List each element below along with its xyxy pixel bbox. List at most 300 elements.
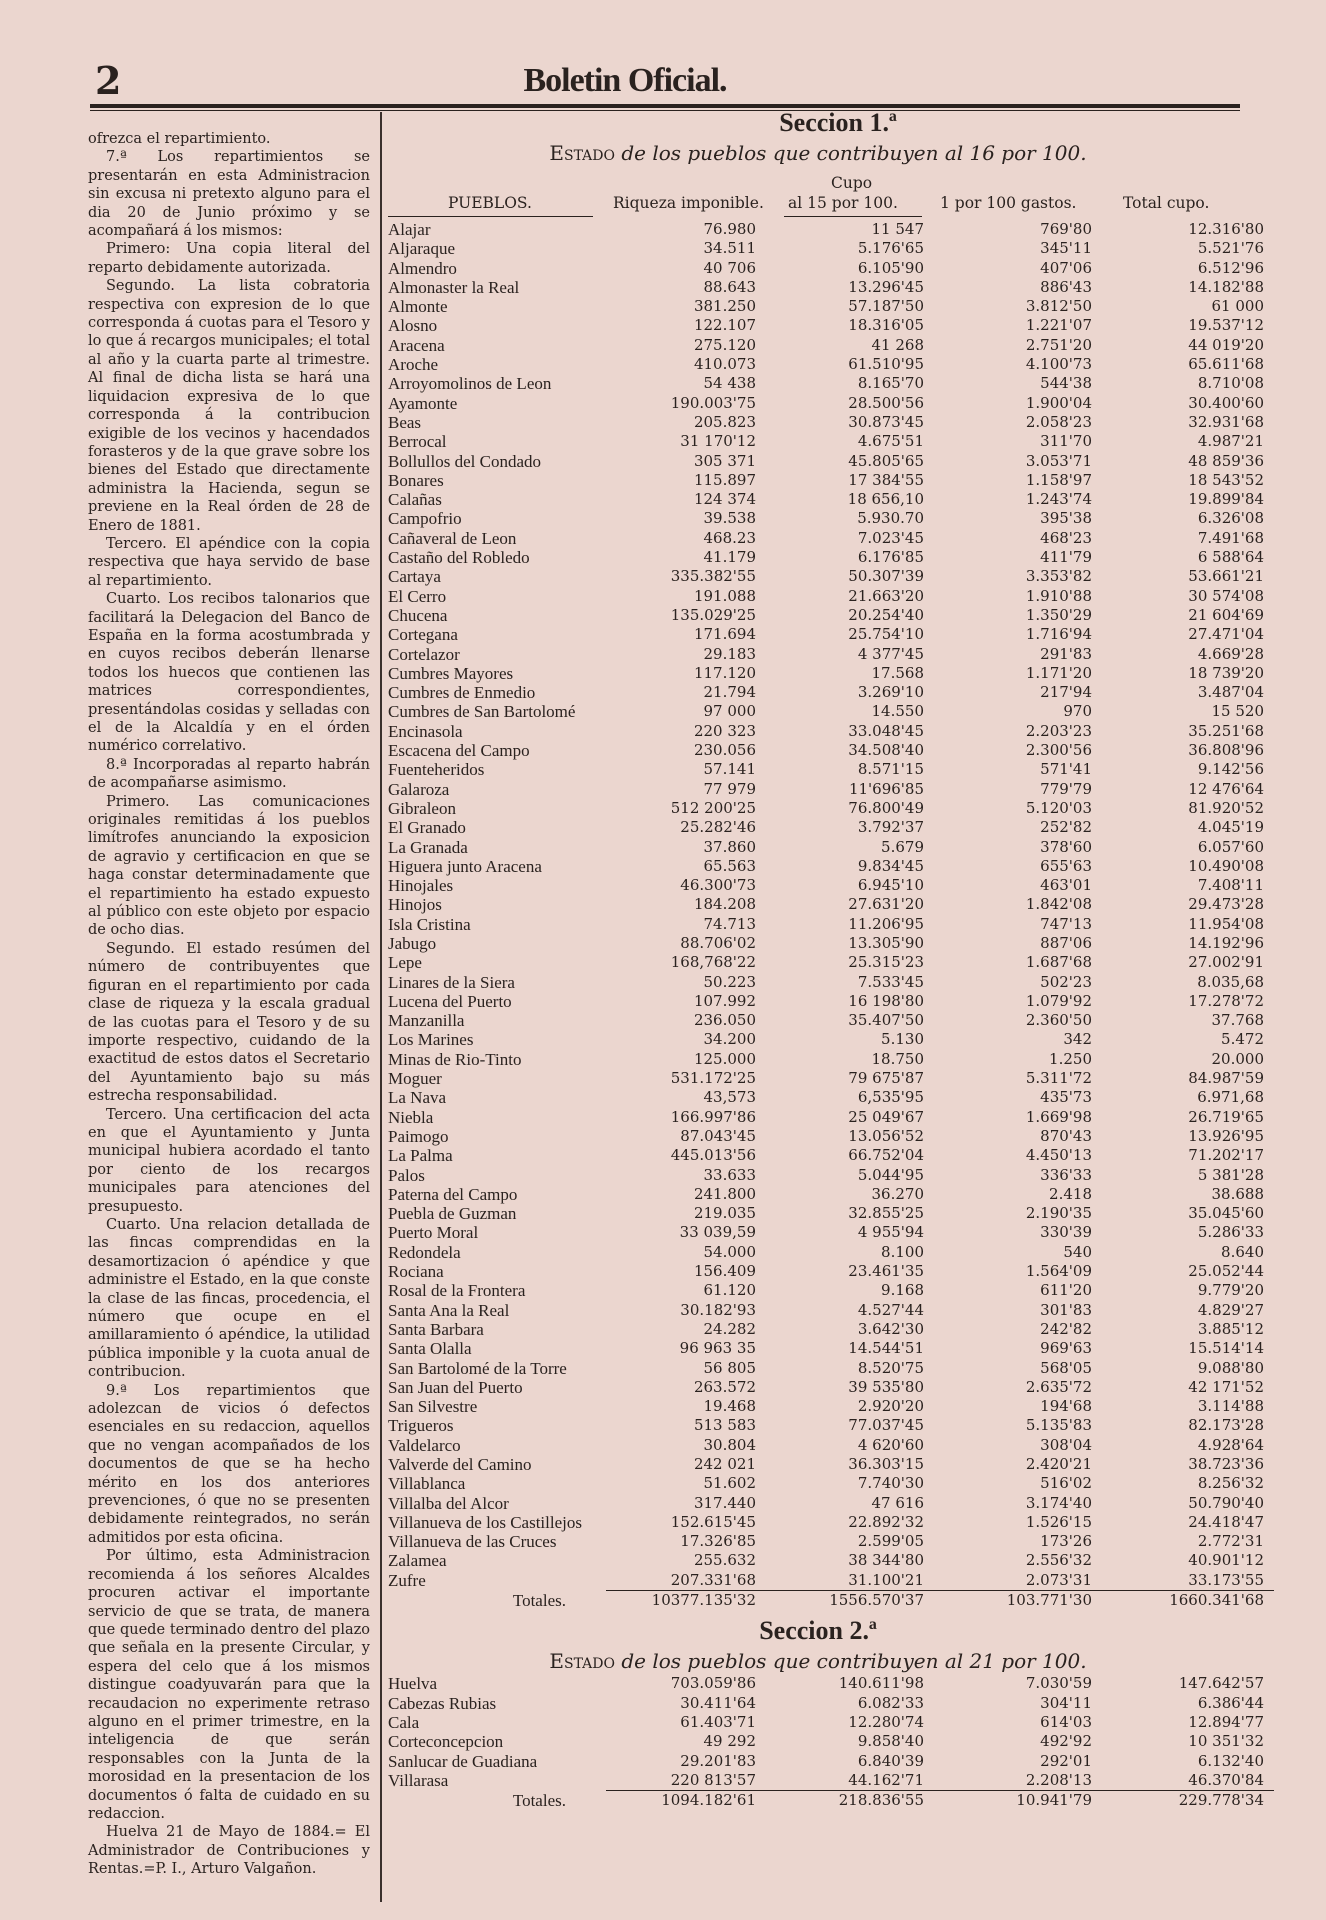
gastos-cell: 291'83 (1040, 644, 1092, 663)
totals-total-cell: 229.778'34 (1124, 1791, 1274, 1811)
cupo-cell: 8.520'75 (857, 1358, 924, 1377)
total-cell: 13.926'95 (1188, 1126, 1264, 1145)
gastos-cell: 2.420'21 (1025, 1455, 1092, 1473)
totals-row (388, 1591, 1274, 1611)
cupo-cell: 4 620'60 (857, 1435, 924, 1454)
pueblo-name: Cabezas Rubias (388, 1693, 497, 1713)
pueblo-name: Lucena del Puerto (388, 991, 512, 1011)
table-row (388, 876, 1274, 895)
riqueza-cell: 207.331'68 (670, 1570, 756, 1589)
riqueza-cell: 115.897 (693, 470, 756, 489)
text-paragraph: Por último, esta Administracion recomienda á los señores Alcaldes procuren activar el importante servicio de que se trata, de manera que quede terminado dentro del plazo que señala en la presente Circular, y espera del celo que á los mismos distingue coadyuvarán para que la recaudacion no experimente retraso alguno en el primer trimestre, en la inteligencia de que serán responsables con la Junta de la morosidad en la presentacion de los documentos ó falta de cuidado en su redaccion. (88, 1548, 370, 1822)
table-row (388, 625, 1274, 644)
pueblo-name: Los Marines (388, 1030, 474, 1050)
pueblo-name: Escacena del Campo (388, 741, 530, 761)
cupo-cell: 4.675'51 (857, 432, 924, 451)
table-row (388, 1166, 1274, 1185)
table-row (388, 1513, 1274, 1532)
riqueza-cell: 39.538 (703, 509, 756, 528)
riqueza-cell: 17.326'85 (680, 1532, 756, 1551)
gastos-cell: 463'01 (1040, 876, 1092, 895)
table-row (388, 934, 1274, 953)
gastos-cell: 1.716'94 (1025, 625, 1092, 644)
gastos-cell: 516'02 (1040, 1474, 1092, 1493)
header-cupo: al 15 por 100. (788, 194, 898, 212)
totals-label: Totales. (512, 1590, 566, 1610)
text-paragraph: Huelva 21 de Mayo de 1884.= El Administrador de Contribuciones y Rentas.=P. I., Arturo Valgañon. (88, 1824, 370, 1878)
pueblo-name: Castaño del Robledo (388, 548, 530, 568)
riqueza-cell: 236.050 (693, 1011, 756, 1030)
table-row (388, 452, 1274, 471)
pueblo-name: Moguer (388, 1069, 442, 1089)
riqueza-cell: 156.409 (693, 1262, 756, 1281)
pueblo-name: San Juan del Puerto (388, 1377, 523, 1397)
text-paragraph: 9.ª Los repartimientos que adolezcan de vicios ó defectos esenciales en su redaccion, aquellos que no vengan acompañados de los documentos de que se ha hecho mérito en los dos anteriores prevenciones, ó que no se presenten debidamente reintegrados, no serán admitidos por esta oficina. (88, 1382, 370, 1546)
pueblo-name: Cumbres de San Bartolomé (388, 702, 576, 722)
riqueza-cell: 205.823 (693, 412, 756, 431)
text-paragraph: ofrezca el repartimiento. (88, 131, 271, 147)
total-cell: 20.000 (1211, 1049, 1264, 1068)
table-column-headers (388, 166, 1248, 220)
gastos-cell: 173'26 (1040, 1532, 1092, 1551)
table-row (388, 1301, 1274, 1320)
riqueza-cell: 275.120 (693, 335, 756, 354)
gastos-cell: 1.669'98 (1025, 1107, 1092, 1126)
table-row (388, 1050, 1274, 1069)
total-cell: 5 381'28 (1197, 1165, 1264, 1184)
table-row (388, 741, 1274, 760)
pueblo-name: Cartaya (388, 567, 441, 587)
pueblo-name: Almonte (388, 297, 448, 317)
total-cell: 25.052'44 (1188, 1262, 1264, 1281)
gastos-cell: 2.360'50 (1025, 1011, 1092, 1030)
header-rule-pueblos (388, 216, 593, 217)
total-cell: 65.611'68 (1188, 355, 1264, 374)
gastos-cell: 301'83 (1040, 1300, 1092, 1319)
riqueza-cell: 40 706 (703, 258, 756, 277)
gastos-cell: 308'04 (1040, 1435, 1092, 1454)
pueblo-name: Huelva (388, 1674, 438, 1694)
pueblo-name: Alajar (388, 220, 431, 239)
gastos-cell: 1.564'09 (1025, 1262, 1092, 1281)
riqueza-cell: 25.282'46 (680, 818, 756, 837)
table-row (388, 1732, 1274, 1751)
gastos-cell: 571'41 (1040, 760, 1092, 779)
gastos-cell: 1.079'92 (1025, 991, 1092, 1010)
section-2-subtitle (388, 1648, 1248, 1674)
riqueza-cell: 61.403'71 (680, 1712, 756, 1731)
riqueza-cell: 29.201'83 (680, 1751, 756, 1770)
pueblo-name: Corteconcepcion (388, 1732, 504, 1752)
cupo-cell: 11'696'85 (848, 779, 924, 798)
cupo-cell: 44.162'71 (848, 1770, 924, 1789)
cupo-cell: 45.805'65 (848, 451, 924, 470)
gastos-cell: 311'70 (1040, 432, 1092, 451)
cupo-cell: 11.206'95 (848, 914, 924, 933)
section-1-title: Seccion 1.ª (779, 108, 897, 137)
cupo-cell: 13.056'52 (848, 1126, 924, 1145)
cupo-cell: 14.550 (871, 702, 924, 721)
cupo-cell: 76.800'49 (848, 798, 924, 817)
riqueza-cell: 513 583 (693, 1416, 756, 1435)
riqueza-cell: 410.073 (693, 355, 756, 374)
riqueza-cell: 21.794 (703, 683, 756, 702)
gastos-cell: 2.556'32 (1025, 1551, 1092, 1570)
cupo-cell: 3.269'10 (857, 683, 924, 702)
gastos-cell: 492'92 (1040, 1732, 1092, 1751)
total-cell: 10.490'08 (1188, 856, 1264, 875)
pueblo-name: Villanueva de los Castillejos (388, 1512, 582, 1532)
gastos-cell: 614'03 (1040, 1712, 1092, 1731)
gastos-cell: 1.842'08 (1025, 895, 1092, 914)
table-row (388, 1474, 1274, 1493)
section-1-table (388, 220, 1274, 1610)
table-row (388, 1146, 1274, 1165)
table-row (388, 645, 1274, 664)
gastos-cell: 217'94 (1040, 683, 1092, 702)
riqueza-cell: 41.179 (703, 548, 756, 567)
pueblo-name: Aracena (388, 335, 445, 355)
table-row (388, 220, 1274, 239)
gastos-cell: 330'39 (1040, 1223, 1092, 1242)
cupo-cell: 77.037'45 (848, 1416, 924, 1435)
riqueza-cell: 56 805 (703, 1358, 756, 1377)
table-row (388, 394, 1274, 413)
table-row (388, 857, 1274, 876)
table-row (388, 1713, 1274, 1732)
riqueza-cell: 171.694 (693, 625, 756, 644)
total-cell: 30.400'60 (1188, 393, 1264, 412)
cupo-cell: 3.642'30 (857, 1319, 924, 1338)
pueblo-name: Arroyomolinos de Leon (388, 374, 552, 394)
total-cell: 6.512'96 (1197, 258, 1264, 277)
table-row (388, 278, 1274, 297)
totals-riqueza-cell: 1094.182'61 (606, 1791, 774, 1811)
cupo-cell: 16 198'80 (848, 991, 924, 1010)
pueblo-name: Gibraleon (388, 798, 456, 818)
pueblo-name: Alosno (388, 316, 438, 336)
riqueza-cell: 30.804 (703, 1435, 756, 1454)
riqueza-cell: 54 438 (703, 374, 756, 393)
gastos-cell: 252'82 (1040, 818, 1092, 837)
total-cell: 7.491'68 (1197, 528, 1264, 547)
table-row (388, 973, 1274, 992)
cupo-cell: 5.130 (881, 1030, 924, 1049)
table-row (388, 1243, 1274, 1262)
total-cell: 12.894'77 (1188, 1712, 1264, 1731)
gastos-cell: 5.120'03 (1025, 798, 1092, 817)
riqueza-cell: 77 979 (703, 779, 756, 798)
total-cell: 40.901'12 (1188, 1551, 1264, 1570)
section-2-subtitle-lead: Estado (549, 1649, 615, 1674)
total-cell: 4.045'19 (1197, 818, 1264, 837)
total-cell: 7.408'11 (1197, 876, 1264, 895)
cupo-cell: 18.750 (871, 1049, 924, 1068)
cupo-cell: 8.571'15 (857, 760, 924, 779)
gastos-cell: 1.910'88 (1025, 586, 1092, 605)
pueblo-name: Villablanca (388, 1474, 466, 1494)
gastos-cell: 3.812'50 (1025, 297, 1092, 316)
cupo-cell: 61.510'95 (848, 355, 924, 374)
total-cell: 38.723'36 (1188, 1455, 1264, 1473)
gastos-cell: 2.751'20 (1025, 335, 1092, 354)
publication-title: Boletin Oficial. (523, 62, 727, 99)
gastos-cell: 3.053'71 (1025, 451, 1092, 470)
cupo-cell: 79 675'87 (848, 1069, 924, 1088)
cupo-cell: 57.187'50 (848, 297, 924, 316)
total-cell: 30 574'08 (1188, 586, 1264, 605)
cupo-cell: 18.316'05 (848, 316, 924, 335)
circular-text-column (88, 130, 370, 1879)
text-paragraph: Cuarto. Los recibos talonarios que facilitará la Delegacion del Banco de España en la forma acostumbrada y en cuyos recibos deberán llenarse todos los huecos que contienen las matrices correspondientes, presentándolas cosidas y selladas con el de la Alcaldía y en el órden numérico correlativo. (88, 591, 370, 755)
total-cell: 42 171'52 (1188, 1377, 1264, 1396)
pueblo-name: Aroche (388, 355, 439, 375)
pueblo-name: Rociana (388, 1262, 444, 1282)
table-row (388, 1397, 1274, 1416)
total-cell: 4.829'27 (1197, 1300, 1264, 1319)
total-cell: 21 604'69 (1188, 605, 1264, 624)
pueblo-name: Villarasa (388, 1771, 449, 1791)
table-row (388, 838, 1274, 857)
page-header (95, 58, 1245, 102)
total-cell: 15.514'14 (1188, 1339, 1264, 1358)
riqueza-cell: 220 813'57 (670, 1770, 756, 1789)
riqueza-cell: 241.800 (693, 1184, 756, 1203)
gastos-cell: 2.208'13 (1025, 1770, 1092, 1789)
pueblo-name: Santa Ana la Real (388, 1300, 510, 1320)
cupo-cell: 36.303'15 (848, 1455, 924, 1473)
table-row (388, 1281, 1274, 1300)
table-row (388, 1436, 1274, 1455)
total-cell: 53.661'21 (1188, 567, 1264, 586)
total-cell: 8.256'32 (1197, 1474, 1264, 1493)
cupo-cell: 28.500'56 (848, 393, 924, 412)
text-paragraph: Primero: Una copia literal del reparto debidamente autorizada. (88, 241, 370, 276)
cupo-cell: 4 955'94 (857, 1223, 924, 1242)
table-row (388, 953, 1274, 972)
riqueza-cell: 263.572 (693, 1377, 756, 1396)
riqueza-cell: 125.000 (693, 1049, 756, 1068)
gastos-cell: 1.158'97 (1025, 470, 1092, 489)
gastos-cell: 1.221'07 (1025, 316, 1092, 335)
riqueza-cell: 124 374 (693, 490, 756, 509)
table-row (388, 799, 1274, 818)
pueblo-name: Villalba del Alcor (388, 1493, 509, 1513)
riqueza-cell: 445.013'56 (670, 1146, 756, 1165)
gastos-cell: 887'06 (1040, 933, 1092, 952)
total-cell: 147.642'57 (1178, 1674, 1264, 1693)
section-2-subtitle-rest: de los pueblos que contribuyen al 21 por 100. (621, 1649, 1087, 1674)
riqueza-cell: 61.120 (703, 1281, 756, 1300)
pueblo-name: San Silvestre (388, 1397, 478, 1417)
gastos-cell: 779'79 (1040, 779, 1092, 798)
cupo-cell: 66.752'04 (848, 1146, 924, 1165)
riqueza-cell: 34.200 (703, 1030, 756, 1049)
pueblo-name: Isla Cristina (388, 914, 471, 934)
gastos-cell: 969'63 (1040, 1339, 1092, 1358)
riqueza-cell: 33.633 (703, 1165, 756, 1184)
table-row (388, 239, 1274, 258)
riqueza-cell: 19.468 (703, 1397, 756, 1416)
total-cell: 9.088'80 (1197, 1358, 1264, 1377)
table-row (388, 1674, 1274, 1693)
cupo-cell: 3.792'37 (857, 818, 924, 837)
pueblo-name: Cañaveral de Leon (388, 528, 517, 548)
table-row (388, 587, 1274, 606)
total-cell: 3.885'12 (1197, 1319, 1264, 1338)
cupo-cell: 30.873'45 (848, 412, 924, 431)
cupo-cell: 8.165'70 (857, 374, 924, 393)
pueblo-name: Cortegana (388, 625, 458, 645)
table-row (388, 1571, 1274, 1591)
total-cell: 4.669'28 (1197, 644, 1264, 663)
riqueza-cell: 242 021 (693, 1455, 756, 1473)
gastos-cell: 544'38 (1040, 374, 1092, 393)
pueblo-name: La Palma (388, 1146, 453, 1166)
total-cell: 3.114'88 (1197, 1397, 1264, 1416)
cupo-cell: 22.892'32 (848, 1512, 924, 1531)
cupo-cell: 39 535'80 (848, 1377, 924, 1396)
total-cell: 37.768 (1211, 1011, 1264, 1030)
gastos-cell: 3.353'82 (1025, 567, 1092, 586)
table-row (388, 1752, 1274, 1771)
pueblo-name: Almendro (388, 258, 457, 278)
total-cell: 27.002'91 (1188, 953, 1264, 972)
cupo-cell: 23.461'35 (848, 1262, 924, 1281)
total-cell: 46.370'84 (1188, 1770, 1264, 1789)
total-cell: 27.471'04 (1188, 625, 1264, 644)
riqueza-cell: 381.250 (693, 297, 756, 316)
cupo-cell: 9.834'45 (857, 856, 924, 875)
riqueza-cell: 168,768'22 (670, 953, 756, 972)
table-row (388, 1011, 1274, 1030)
cupo-cell: 6.082'33 (857, 1693, 924, 1712)
totals-total-cell: 1660.341'68 (1124, 1591, 1274, 1611)
cupo-cell: 8.100 (881, 1242, 924, 1261)
table-row (388, 490, 1274, 509)
total-cell: 38.688 (1211, 1184, 1264, 1203)
cupo-cell: 11 547 (871, 220, 924, 238)
riqueza-cell: 117.120 (693, 663, 756, 682)
riqueza-cell: 88.706'02 (680, 933, 756, 952)
total-cell: 18 739'20 (1188, 663, 1264, 682)
cupo-cell: 6.945'10 (857, 876, 924, 895)
table-row (388, 1694, 1274, 1713)
total-cell: 29.473'28 (1188, 895, 1264, 914)
table-row (388, 760, 1274, 779)
table-row (388, 1262, 1274, 1281)
pueblo-name: Cortelazor (388, 644, 460, 664)
total-cell: 33.173'55 (1188, 1570, 1264, 1589)
cupo-cell: 7.533'45 (857, 972, 924, 991)
cupo-cell: 35.407'50 (848, 1011, 924, 1030)
pueblo-name: San Bartolomé de la Torre (388, 1358, 567, 1378)
total-cell: 6.132'40 (1197, 1751, 1264, 1770)
gastos-cell: 4.100'73 (1025, 355, 1092, 374)
gastos-cell: 970 (1063, 702, 1092, 721)
table-row (388, 1069, 1274, 1088)
pueblo-name: Sanlucar de Guadiana (388, 1751, 538, 1771)
totals-cupo-cell: 1556.570'37 (774, 1591, 952, 1611)
gastos-cell: 1.687'68 (1025, 953, 1092, 972)
section-2-title: Seccion 2.ª (759, 1616, 877, 1646)
cupo-cell: 41 268 (871, 335, 924, 354)
cupo-cell: 17.568 (871, 663, 924, 682)
total-cell: 61 000 (1211, 297, 1264, 316)
text-paragraph: 8.ª Incorporadas al reparto habrán de acompañarse asimismo. (88, 756, 370, 792)
total-cell: 19.537'12 (1188, 316, 1264, 335)
pueblo-name: Niebla (388, 1107, 434, 1127)
gastos-cell: 502'23 (1040, 972, 1092, 991)
total-cell: 6.326'08 (1197, 509, 1264, 528)
totals-gastos-cell: 103.771'30 (952, 1591, 1124, 1611)
gastos-cell: 342 (1063, 1030, 1092, 1049)
total-cell: 12.316'80 (1188, 220, 1264, 238)
gastos-cell: 292'01 (1040, 1751, 1092, 1770)
total-cell: 48 859'36 (1188, 451, 1264, 470)
gastos-cell: 870'43 (1040, 1126, 1092, 1145)
pueblo-name: Paterna del Campo (388, 1184, 518, 1204)
riqueza-cell: 31 170'12 (680, 432, 756, 451)
riqueza-cell: 74.713 (703, 914, 756, 933)
gastos-cell: 194'68 (1040, 1397, 1092, 1416)
gastos-cell: 2.073'31 (1025, 1570, 1092, 1589)
table-row (388, 1455, 1274, 1474)
table-row (388, 1771, 1274, 1791)
pueblo-name: Almonaster la Real (388, 277, 520, 297)
cupo-cell: 47 616 (871, 1493, 924, 1512)
riqueza-cell: 135.029'25 (670, 605, 756, 624)
total-cell: 32.931'68 (1188, 412, 1264, 431)
riqueza-cell: 43,573 (703, 1088, 756, 1107)
table-row (388, 567, 1274, 586)
pueblo-name: Campofrio (388, 509, 462, 529)
table-row (388, 413, 1274, 432)
table-row (388, 1378, 1274, 1397)
section-1-subtitle-lead: Estado (549, 141, 615, 165)
table-row (388, 432, 1274, 451)
gastos-cell: 378'60 (1040, 837, 1092, 856)
cupo-cell: 14.544'51 (848, 1339, 924, 1358)
cupo-cell: 25.315'23 (848, 953, 924, 972)
total-cell: 6.057'60 (1197, 837, 1264, 856)
cupo-cell: 5.679 (881, 837, 924, 856)
gastos-cell: 747'13 (1040, 914, 1092, 933)
cupo-cell: 20.254'40 (848, 605, 924, 624)
riqueza-cell: 107.992 (693, 991, 756, 1010)
total-cell: 11.954'08 (1188, 914, 1264, 933)
cupo-cell: 21.663'20 (848, 586, 924, 605)
table-row (388, 1532, 1274, 1551)
pueblo-name: Cala (388, 1712, 420, 1732)
pueblo-name: El Cerro (388, 586, 447, 606)
cupo-cell: 17 384'55 (848, 470, 924, 489)
gastos-cell: 886'43 (1040, 277, 1092, 296)
table-row (388, 606, 1274, 625)
gastos-cell: 336'33 (1040, 1165, 1092, 1184)
header-total: Total cupo. (1123, 194, 1210, 212)
gastos-cell: 411'79 (1040, 548, 1092, 567)
riqueza-cell: 152.615'45 (670, 1512, 756, 1531)
pueblo-name: Bollullos del Condado (388, 451, 541, 471)
riqueza-cell: 30.182'93 (680, 1300, 756, 1319)
riqueza-cell: 97 000 (703, 702, 756, 721)
gastos-cell: 242'82 (1040, 1319, 1092, 1338)
pueblo-name: Valdelarco (388, 1435, 461, 1455)
pueblo-name: Calañas (388, 490, 442, 510)
table-row (388, 1494, 1274, 1513)
riqueza-cell: 34.511 (703, 239, 756, 258)
